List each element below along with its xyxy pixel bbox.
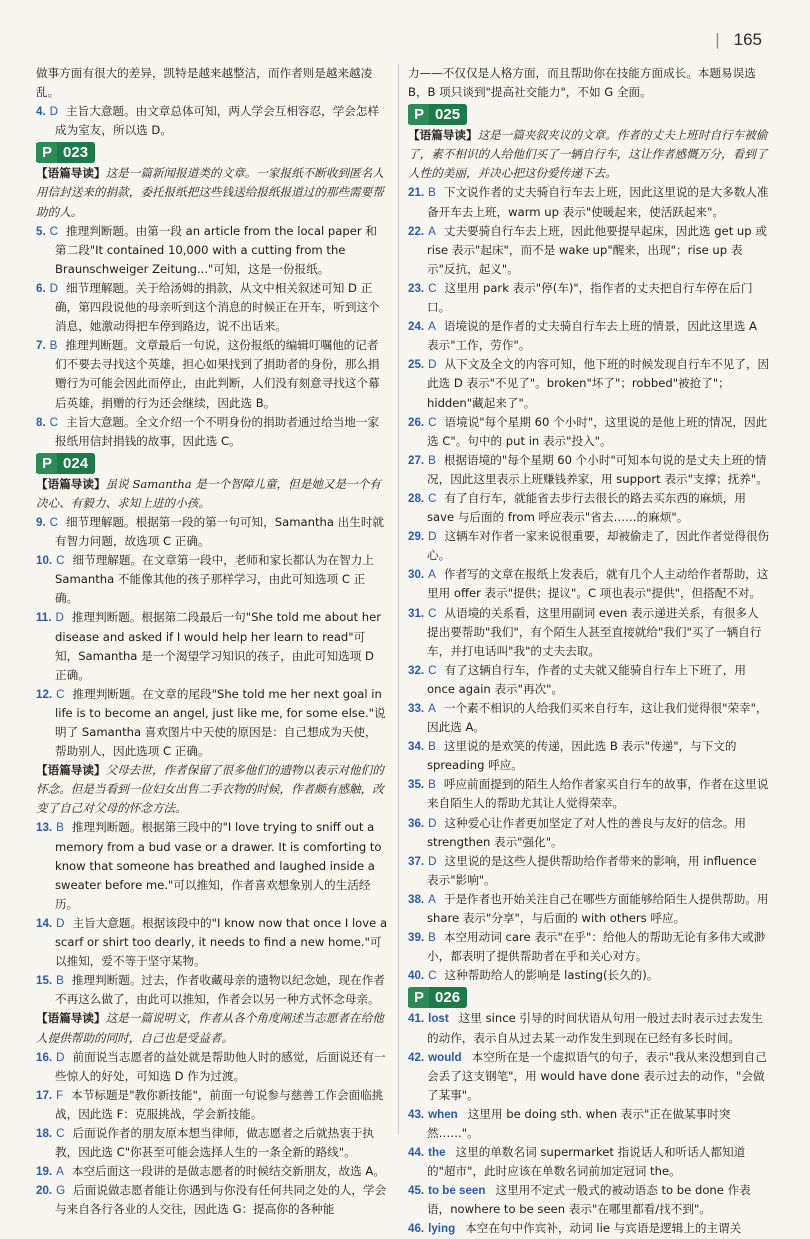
item-number: 7. xyxy=(36,339,46,353)
answer-key: A xyxy=(428,892,436,906)
answer-key: A xyxy=(56,1165,64,1179)
answer-item xyxy=(408,928,770,966)
answer-item xyxy=(408,355,770,412)
explanation-text: 从下文及全文的内容可知，他下班的时候发现自行车不见了，因此选 D 表示"不见了"。broken"坏了"；robbed"被抢了"；hidden"藏起来了"。 xyxy=(427,357,770,410)
answer-item xyxy=(36,102,388,140)
answer-item xyxy=(36,1048,388,1086)
reading-guide xyxy=(36,761,388,818)
right-column xyxy=(408,64,770,1236)
explanation-text: 有了自行车，就能省去步行去很长的路去买东西的麻烦，用 save 与后面的 from 呼应表示"省去……的麻烦"。 xyxy=(427,490,746,525)
passage-number: 026 xyxy=(429,987,467,1008)
answer-item xyxy=(408,1219,770,1238)
item-number: 42. xyxy=(408,1050,425,1064)
answer-key: to be seen xyxy=(428,1184,486,1198)
answer-key: would xyxy=(428,1050,462,1064)
answer-key: lying xyxy=(428,1222,456,1236)
item-number: 27. xyxy=(408,453,425,467)
item-number: 35. xyxy=(408,778,425,792)
passage-marker-row xyxy=(408,102,770,126)
answer-item xyxy=(408,317,770,355)
item-number: 15. xyxy=(36,974,53,988)
answer-key: F xyxy=(56,1088,64,1102)
item-number: 29. xyxy=(408,530,425,544)
item-number: 11. xyxy=(36,611,52,625)
explanation-text: 推理判断题。过去，作者收藏母亲的遗物以纪念她，现在作者不再这么做了，由此可以推知，作者会以另一种方式怀念母亲。 xyxy=(55,973,385,1007)
explanation-text: 这辆车对作者一家来说很重要，却被偷走了，因此作者觉得很伤心。 xyxy=(427,529,770,563)
item-number: 28. xyxy=(408,491,425,505)
guide-text: 父母去世，作者保留了很多他们的遗物以表示对他们的怀念。但是当看到一位妇女出售二手衣物的时候，作者颇有感触，改变了自己对父母的怀念方法。 xyxy=(36,763,384,816)
answer-item xyxy=(36,1162,388,1181)
item-number: 39. xyxy=(408,931,425,945)
reading-guide xyxy=(36,475,388,513)
passage-marker xyxy=(408,987,467,1008)
explanation-text: 丈夫要骑自行车去上班，因此他要提早起床，因此选 get up 或 rise 表示"起床"，而不是 wake up"醒来，出现"；rise up 表示"反抗，起义"。 xyxy=(427,223,767,276)
answer-item xyxy=(408,737,770,775)
answer-key: C xyxy=(49,515,59,529)
item-number: 26. xyxy=(408,415,425,429)
passage-marker xyxy=(36,142,95,163)
item-number: 37. xyxy=(408,854,425,868)
explanation-text: 推理判断题。根据第三段中的"I love trying to sniff out a memory from a bud vase or a drawer. It is comforting to know that someone has breathed and laughed inside a sweater before me."可以推知，作者喜欢想象别人的生活经历。 xyxy=(55,820,382,911)
item-number: 36. xyxy=(408,816,425,830)
item-number: 14. xyxy=(36,916,53,930)
page-header xyxy=(715,30,762,50)
explanation-text: 主旨大意题。根据该段中的"I know now that once I love a scarf or shirt too dearly, it needs to find a new home."可以推知，爱不等于坚守某物。 xyxy=(55,915,388,969)
explanation-text: 主旨大意题。全文介绍一个不明身份的捐助者通过给当地一家报纸用信封捐钱的故事，因此选 C。 xyxy=(55,414,380,448)
reading-guide xyxy=(408,126,770,183)
answer-key: C xyxy=(428,415,437,429)
explanation-text: 有了这辆自行车，作者的丈夫就又能骑自行车上下班了，用 once again 表示"再次"。 xyxy=(427,662,746,696)
answer-key: B xyxy=(428,186,436,200)
answer-item xyxy=(36,336,388,412)
answer-key: D xyxy=(56,916,65,930)
answer-key: C xyxy=(428,663,437,677)
answer-item xyxy=(36,222,388,279)
answer-item xyxy=(408,451,770,489)
answer-item xyxy=(408,890,770,928)
explanation-text: 细节理解题。关于给汤姆的捐款，从文中相关叙述可知 D 正确，第四段说他的母亲听到这个消息的时候正在开车，听到这个消息，她激动得把车停到路边，说不出话来。 xyxy=(55,280,380,334)
answer-key: D xyxy=(56,1050,65,1064)
answer-key: C xyxy=(428,969,437,983)
guide-text: 虽说 Samantha 是一个智障儿童，但是她又是一个有决心、有毅力、求知上进的小孩。 xyxy=(36,476,381,510)
answer-key: B xyxy=(49,339,58,353)
item-number: 24. xyxy=(408,320,425,334)
item-number: 8. xyxy=(36,415,46,429)
page-number: 165 xyxy=(733,30,762,49)
answer-key: B xyxy=(428,740,436,754)
item-number: 30. xyxy=(408,568,425,582)
guide-text: 这是一篇说明文，作者从各个角度阐述当志愿者在给他人提供帮助的同时，自己也是受益者。 xyxy=(36,1011,384,1045)
answer-item xyxy=(408,1181,770,1219)
continuation-text: 做事方面有很大的差异，凯特是越来越整洁，而作者则是越来越凌乱。 xyxy=(36,66,373,100)
answer-key: C xyxy=(49,415,59,429)
answer-key: B xyxy=(428,453,436,467)
answer-key: B xyxy=(56,821,64,835)
answer-key: D xyxy=(49,281,59,295)
item-number: 21. xyxy=(408,186,425,200)
passage-number: 023 xyxy=(57,142,95,163)
explanation-text: 本空在句中作宾补，动词 lie 与宾语是逻辑上的主谓关 xyxy=(465,1221,742,1236)
answer-key: C xyxy=(56,554,65,568)
explanation-text: 推理判断题。根据第二段最后一句"She told me about her disease and asked if I would help her learn to read"可知，Samantha 是一个渴望学习知识的孩子，由此可知选项 D 正确。 xyxy=(55,610,382,682)
explanation-text: 后面说作者的朋友原本想当律师，做志愿者之后就热衷于执教，因此选 C"你甚至可能会选择人生的一条全新的路线"。 xyxy=(55,1125,374,1160)
item-number: 4. xyxy=(36,105,46,119)
answer-item xyxy=(36,279,388,336)
answer-item xyxy=(36,513,388,551)
answer-item xyxy=(36,1086,388,1124)
answer-key: C xyxy=(56,1126,65,1140)
item-number: 31. xyxy=(408,606,425,620)
answer-item xyxy=(408,966,770,985)
answer-item xyxy=(36,413,388,451)
explanation-text: 本空用动词 care 表示"在乎"：给他人的帮助无论有多伟大或渺小，都表明了提供帮助者在乎和关心对方。 xyxy=(427,930,766,964)
answer-key: the xyxy=(428,1146,446,1160)
answer-key: C xyxy=(428,281,437,295)
item-number: 25. xyxy=(408,358,425,372)
explanation-text: 推理判断题。文章最后一句说，这份报纸的编辑叮嘱他的记者们不要去寻找这个英雄，担心如果找到了捐助者的身份，那么捐赠行为可能会因此而停止，由此判断，人们没有刻意寻找这个幕后英雄，捐赠的行为还会继续，因此选 B。 xyxy=(55,338,380,410)
column-divider xyxy=(398,64,399,1134)
item-number: 46. xyxy=(408,1222,425,1236)
answer-key: A xyxy=(428,702,436,715)
answer-item xyxy=(408,1048,770,1105)
explanation-text: 后面说做志愿者能让你遇到与你没有任何共同之处的人，学会与来自各行各业的人交往，因此选 G：提高你的各种能 xyxy=(55,1183,387,1217)
explanation-text: 这里的单数名词 supermarket 指说话人和听话人都知道的"超市"，此时应该在单数名词前加定冠词 the。 xyxy=(427,1145,746,1179)
answer-item xyxy=(408,1105,770,1143)
explanation-text: 下文说作者的丈夫骑自行车去上班，因此这里说的是大多数人准备开车去上班，warm up 表示"使暖起来，使活跃起来"。 xyxy=(427,185,769,219)
answer-item xyxy=(408,1143,770,1181)
passage-marker xyxy=(408,104,467,125)
answer-key: A xyxy=(428,568,436,582)
answer-item xyxy=(36,1124,388,1162)
item-number: 22. xyxy=(408,224,425,238)
guide-label: 【语篇导读】 xyxy=(408,128,478,143)
answer-key: C xyxy=(428,491,437,505)
passage-letter: P xyxy=(36,143,57,162)
explanation-text: 呼应前面提到的陌生人给作者家买自行车的故事，作者在这里说来自陌生人的帮助尤其让人觉得荣幸。 xyxy=(427,777,769,811)
answer-key: when xyxy=(428,1107,458,1121)
item-number: 44. xyxy=(408,1146,425,1160)
passage-letter: P xyxy=(408,105,429,124)
item-number: 40. xyxy=(408,969,425,983)
explanation-text: 细节理解题。根据第一段的第一句可知，Samantha 出生时就有智力问题，故选项 C 正确。 xyxy=(55,514,385,549)
passage-marker-row xyxy=(36,140,388,164)
explanation-text: 这里说的是欢笑的传递，因此选 B 表示"传递"，与下文的 spreading 呼应。 xyxy=(427,739,737,773)
explanation-text: 本节标题是"教你新技能"，前面一句说参与慈善工作会面临挑战，因此选 F：克服挑战，学会新技能。 xyxy=(55,1087,384,1121)
item-number: 33. xyxy=(408,702,425,715)
answer-key: C xyxy=(56,687,65,701)
reading-guide xyxy=(36,1009,388,1047)
explanation-text: 于是作者也开始关注自己在哪些方面能够给陌生人提供帮助。用 share 表示"分享"，与后面的 with others 呼应。 xyxy=(427,891,769,926)
answer-key: D xyxy=(49,105,59,119)
guide-label: 【语篇导读】 xyxy=(36,763,106,778)
passage-marker-row xyxy=(408,985,770,1009)
item-number: 38. xyxy=(408,892,425,906)
explanation-text: 细节理解题。在文章第一段中，老师和家长都认为在智力上 Samantha 不能像其他的孩子那样学习，由此可知选项 C 正确。 xyxy=(55,553,374,606)
item-number: 41. xyxy=(408,1012,425,1026)
explanation-text: 本空所在是一个虚拟语气的句子，表示"我从来没想到自己会丢了这支钢笔"，用 would have done 表示过去的动作，"会做了某事"。 xyxy=(427,1049,767,1102)
answer-item xyxy=(408,183,770,221)
item-number: 32. xyxy=(408,663,425,677)
answer-item xyxy=(408,565,770,603)
answer-item xyxy=(36,685,388,761)
answer-key: D xyxy=(428,854,437,868)
answer-key: A xyxy=(428,320,436,334)
item-number: 20. xyxy=(36,1184,53,1198)
item-number: 43. xyxy=(408,1107,425,1121)
explanation-text: 这里用 park 表示"停(车)"，指作者的丈夫把自行车停在后门口。 xyxy=(427,280,753,315)
passage-number: 025 xyxy=(429,104,467,125)
answer-key: D xyxy=(428,358,437,372)
explanation-text: 根据语境的"每个星期 60 个小时"可知本句说的是丈夫上班的情况，因此这里表示上班赚钱养家，用 support 表示"支撑；抚养"。 xyxy=(427,452,768,486)
item-number: 12. xyxy=(36,687,53,701)
item-number: 34. xyxy=(408,740,425,754)
guide-text: 这是一篇新闻报道类的文章。一家报纸不断收到匿名人用信封送来的捐款，委托报纸把这些钱送给报纸报道过的那些需要帮助的人。 xyxy=(36,166,384,219)
answer-item xyxy=(36,551,388,608)
answer-item xyxy=(408,699,770,737)
explanation-text: 作者写的文章在报纸上发表后，就有几个人主动给作者帮助，这里用 offer 表示"提供；提议"。C 项也表示"提供"，但搭配不对。 xyxy=(427,567,769,601)
item-number: 5. xyxy=(36,224,46,238)
continuation-text: 力——不仅仅是人格方面，而且帮助你在技能方面成长。本题易误选 B，B 项只谈到"提高社交能力"，不如 G 全面。 xyxy=(408,66,756,100)
answer-item xyxy=(408,1009,770,1047)
item-number: 17. xyxy=(36,1088,53,1102)
item-number: 16. xyxy=(36,1050,53,1064)
answer-key: B xyxy=(56,974,64,988)
answer-key: C xyxy=(49,224,59,238)
item-number: 10. xyxy=(36,554,53,568)
passage-letter: P xyxy=(408,988,429,1007)
item-number: 23. xyxy=(408,281,425,295)
answer-item xyxy=(408,661,770,699)
passage-marker-row xyxy=(36,451,388,475)
answer-item xyxy=(408,222,770,279)
answer-key: A xyxy=(428,224,436,238)
answer-item xyxy=(408,775,770,813)
answer-key: D xyxy=(428,816,437,830)
explanation-text: 语境说"每个星期 60 个小时"，这里说的是他上班的情况，因此选 C"。句中的 put in 表示"投入"。 xyxy=(427,414,768,448)
answer-item xyxy=(36,818,388,913)
item-number: 13. xyxy=(36,821,53,835)
guide-label: 【语篇导读】 xyxy=(36,476,106,491)
explanation-text: 主旨大意题。由文章总体可知，两人学会互相容忍，学会怎样成为室友，所以选 D。 xyxy=(55,104,380,138)
answer-item xyxy=(408,852,770,890)
answer-key: C xyxy=(428,606,437,620)
explanation-text: 推理判断题。在文章的尾段"She told me her next goal in life is to become an angel, just like me, for some else."说明了 Samantha 喜欢图片中天使的原因是：自己想成为天使，帮助别人，因此选项 C 正确。 xyxy=(55,686,386,759)
left-column xyxy=(36,64,388,1217)
passage-letter: P xyxy=(36,454,57,473)
guide-label: 【语篇导读】 xyxy=(36,1011,106,1026)
item-number: 9. xyxy=(36,515,46,529)
answer-item xyxy=(408,489,770,527)
explanation-text: 这里用 be doing sth. when 表示"正在做某事时突然……"。 xyxy=(427,1106,731,1140)
explanation-text: 这里说的是这些人提供帮助给作者带来的影响，用 influence 表示"影响"。 xyxy=(427,853,757,887)
answer-key: lost xyxy=(428,1012,449,1026)
answer-item xyxy=(36,608,388,684)
explanation-text: 前面说当志愿者的益处就是帮助他人时的感觉，后面说还有一些惊人的好处，可知选 D 作为过渡。 xyxy=(55,1049,386,1083)
passage-number: 024 xyxy=(57,453,95,474)
answer-item xyxy=(36,1181,388,1219)
answer-key: D xyxy=(428,530,437,544)
answer-key: B xyxy=(428,931,436,945)
answer-item xyxy=(408,413,770,451)
item-number: 19. xyxy=(36,1165,53,1179)
explanation-text: 从语境的关系看，这里用副词 even 表示递进关系，有很多人提出要帮助"我们"，有个陌生人甚至直接就给"我们"买了一辆自行车，并打电话叫"我"的丈夫去取。 xyxy=(427,605,762,658)
explanation-text: 这种爱心让作者更加坚定了对人性的善良与友好的信念。用 strengthen 表示"强化"。 xyxy=(427,815,746,849)
item-number: 18. xyxy=(36,1126,53,1140)
item-number: 45. xyxy=(408,1184,425,1198)
answer-key: D xyxy=(55,611,64,625)
item-number: 6. xyxy=(36,281,46,295)
header-separator: | xyxy=(715,30,720,49)
answer-item xyxy=(408,279,770,317)
explanation-text: 一个素不相识的人给我们买来自行车，这让我们觉得很"荣幸"，因此选 A。 xyxy=(427,701,768,735)
answer-item xyxy=(408,527,770,565)
explanation-text: 本空后面这一段讲的是做志愿者的时候结交新朋友，故选 A。 xyxy=(71,1164,385,1179)
explanation-text: 语境说的是作者的丈夫骑自行车去上班的情景，因此这里选 A 表示"工作，劳作"。 xyxy=(427,319,757,353)
explanation-text: 这里用不定式一般式的被动语态 to be done 作表语，nowhere to be seen 表示"在哪里都看/找不到"。 xyxy=(427,1183,751,1217)
answer-item xyxy=(408,814,770,852)
explanation-text: 这种帮助给人的影响是 lasting(长久的)。 xyxy=(444,968,659,983)
answer-item xyxy=(36,914,388,971)
answer-key: G xyxy=(56,1184,66,1198)
explanation-text: 这里 since 引导的时间状语从句用一般过去时表示过去发生的动作，表示自从过去某一动作发生到现在已经有多长时间。 xyxy=(427,1011,763,1045)
passage-marker xyxy=(36,453,95,474)
answer-item xyxy=(36,971,388,1009)
guide-text: 这是一篇夹叙夹议的文章。作者的丈夫上班时自行车被偷了，素不相识的人给他们买了一辆自行车，这让作者感慨万分，看到了人性的美丽，并决心把这份爱传递下去。 xyxy=(408,128,768,181)
answer-key: B xyxy=(428,778,436,792)
guide-label: 【语篇导读】 xyxy=(36,166,106,181)
answer-item xyxy=(408,604,770,661)
reading-guide xyxy=(36,164,388,221)
explanation-text: 推理判断题。由第一段 an article from the local paper 和第二段"It contained 10,000 with a cutting from the Braunschweiger Zeitung..."可知，这是一份报纸。 xyxy=(55,223,377,276)
